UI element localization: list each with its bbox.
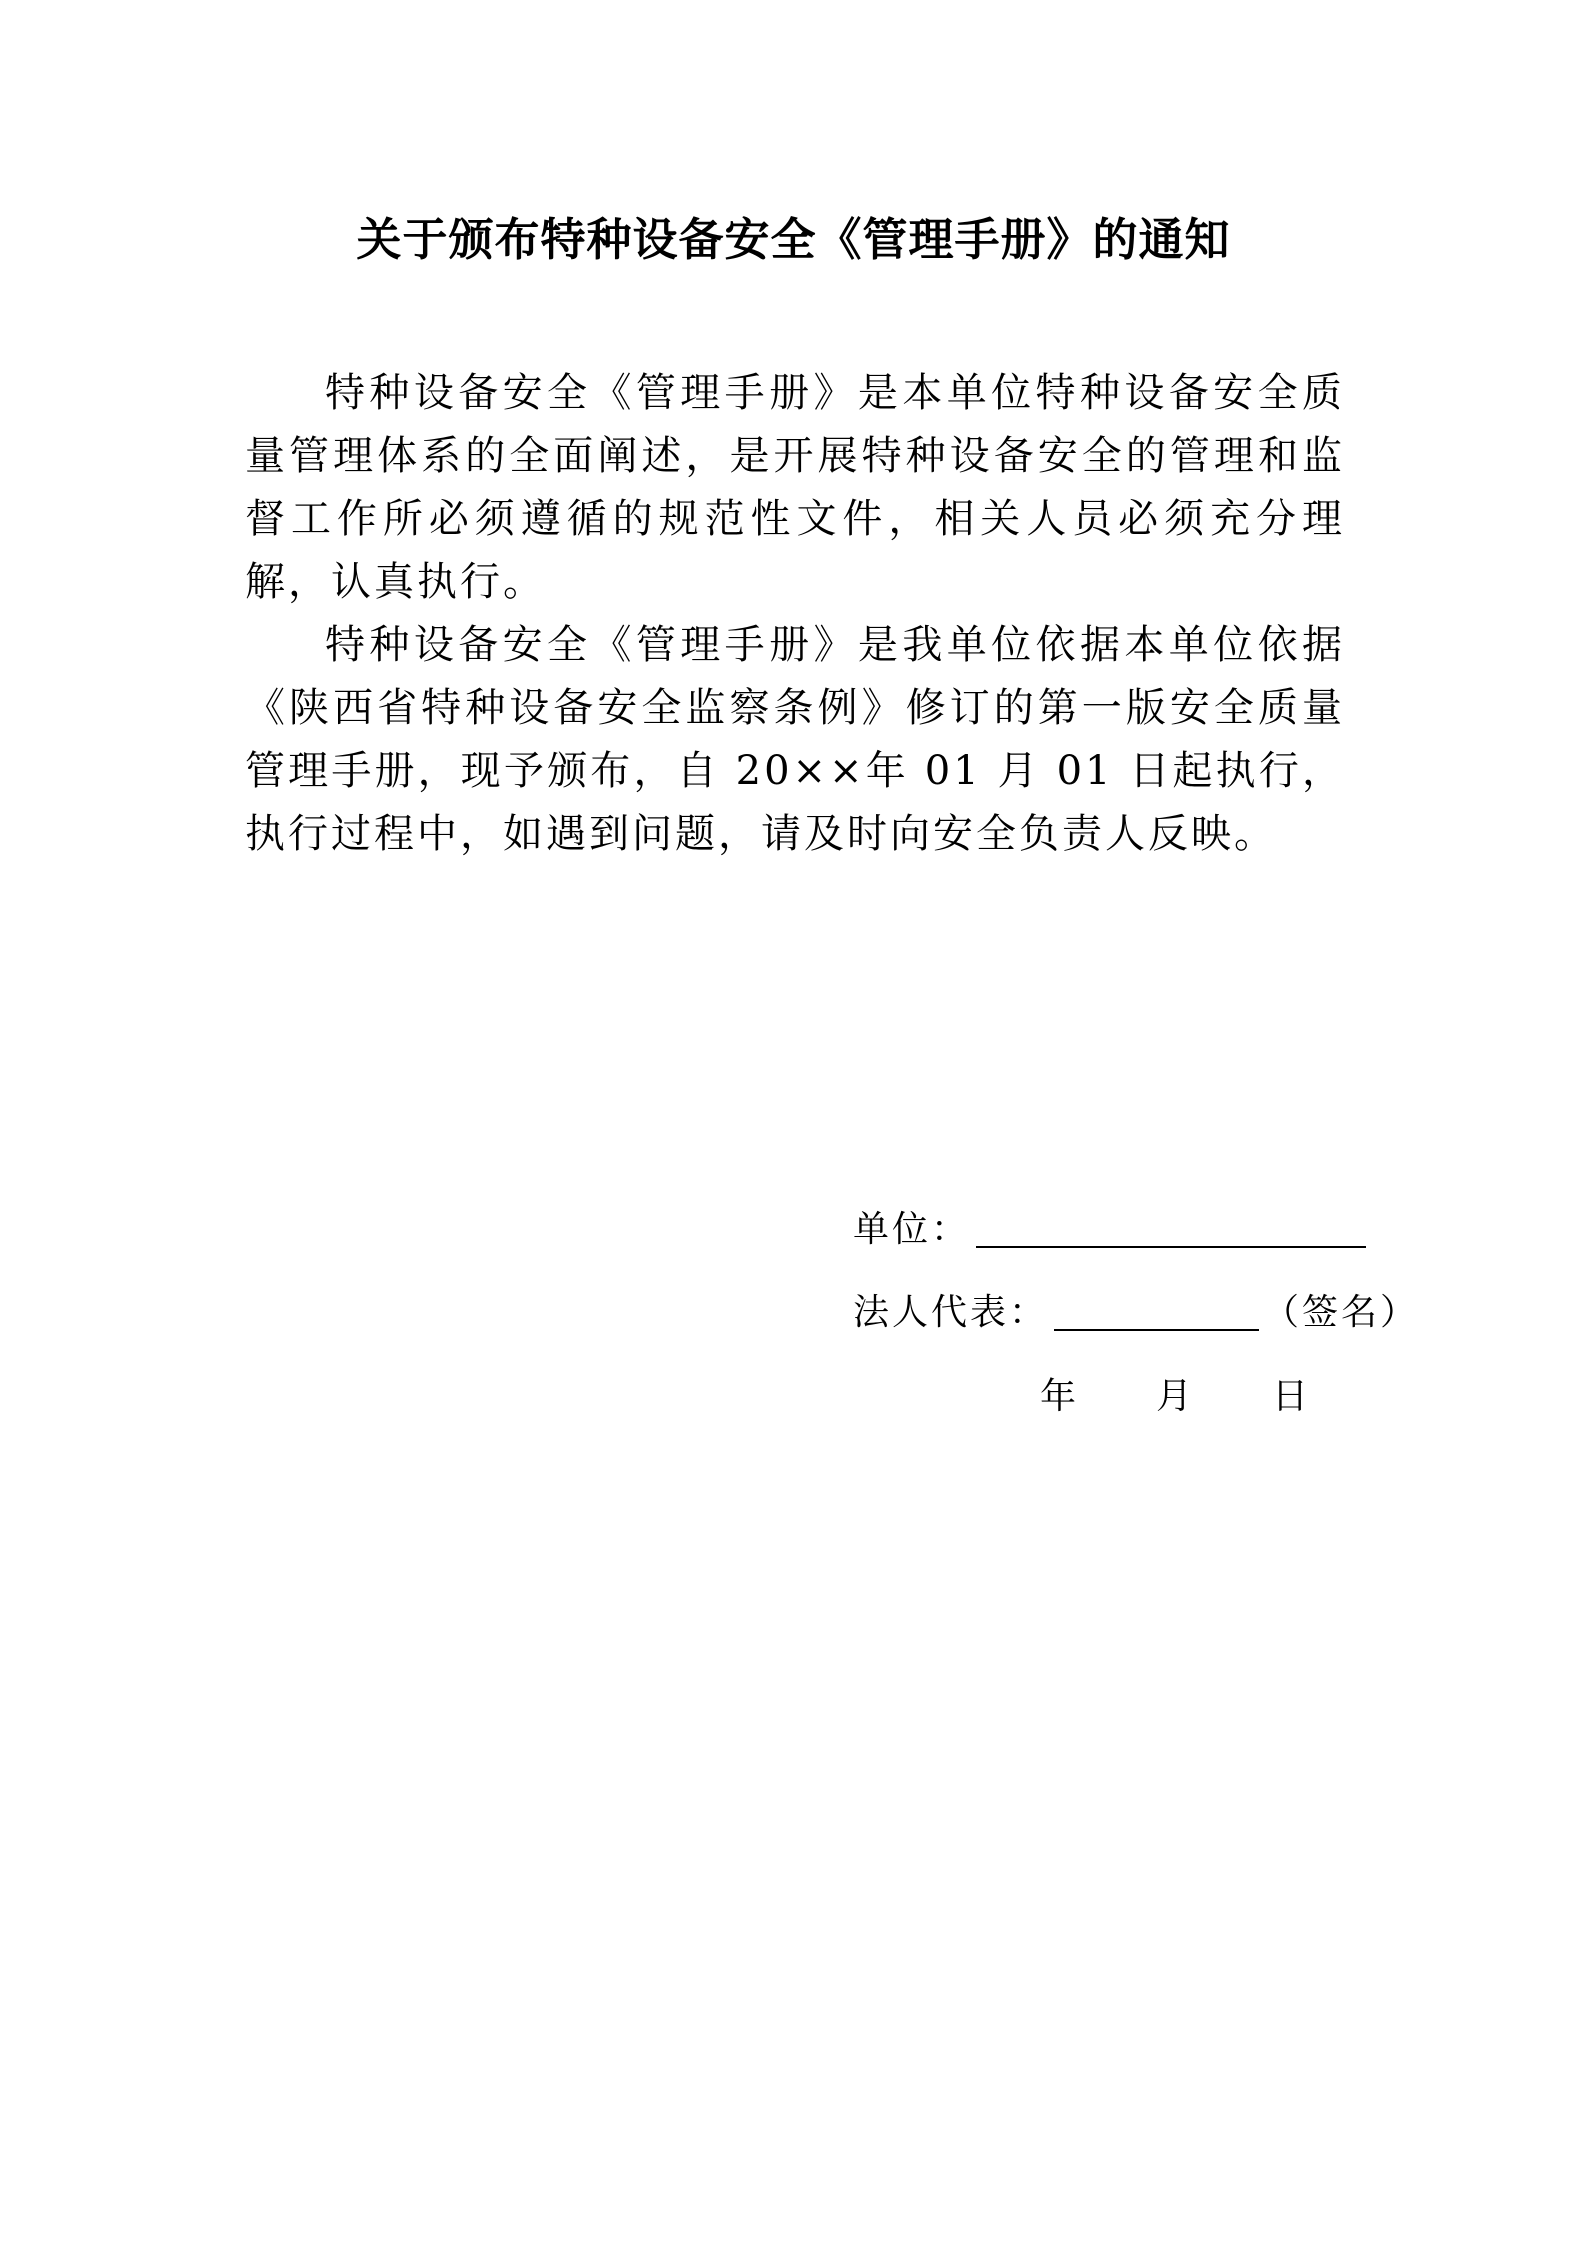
paragraph-2: 特种设备安全《管理手册》是我单位依据本单位依据《陕西省特种设备安全监察条例》修订的第一版安全质量管理手册，现予颁布，自 20××年 01 月 01 日起执行，执行过程中，如遇到问题，请及时向安全负责人反映。 [245,622,1345,857]
date-day: 日 [1272,1376,1309,1417]
document-body [245,362,1345,866]
legal-rep-signature-row [853,1288,1419,1338]
unit-label: 单位： [853,1209,971,1250]
unit-signature-row [853,1205,1366,1255]
date-month: 月 [1156,1376,1193,1417]
legal-rep-label: 法人代表： [853,1292,1049,1333]
document-title: 关于颁布特种设备安全《管理手册》的通知 [356,213,1231,266]
unit-blank-line[interactable] [976,1206,1366,1248]
sign-note: （签名） [1263,1292,1420,1333]
paragraph-1: 特种设备安全《管理手册》是本单位特种设备安全质量管理体系的全面阐述，是开展特种设备安全的管理和监督工作所必须遵循的规范性文件，相关人员必须充分理解，认真执行。 [245,370,1345,605]
legal-rep-blank-line[interactable] [1054,1289,1259,1331]
date-year: 年 [1040,1376,1077,1417]
date-row [1040,1372,1308,1422]
